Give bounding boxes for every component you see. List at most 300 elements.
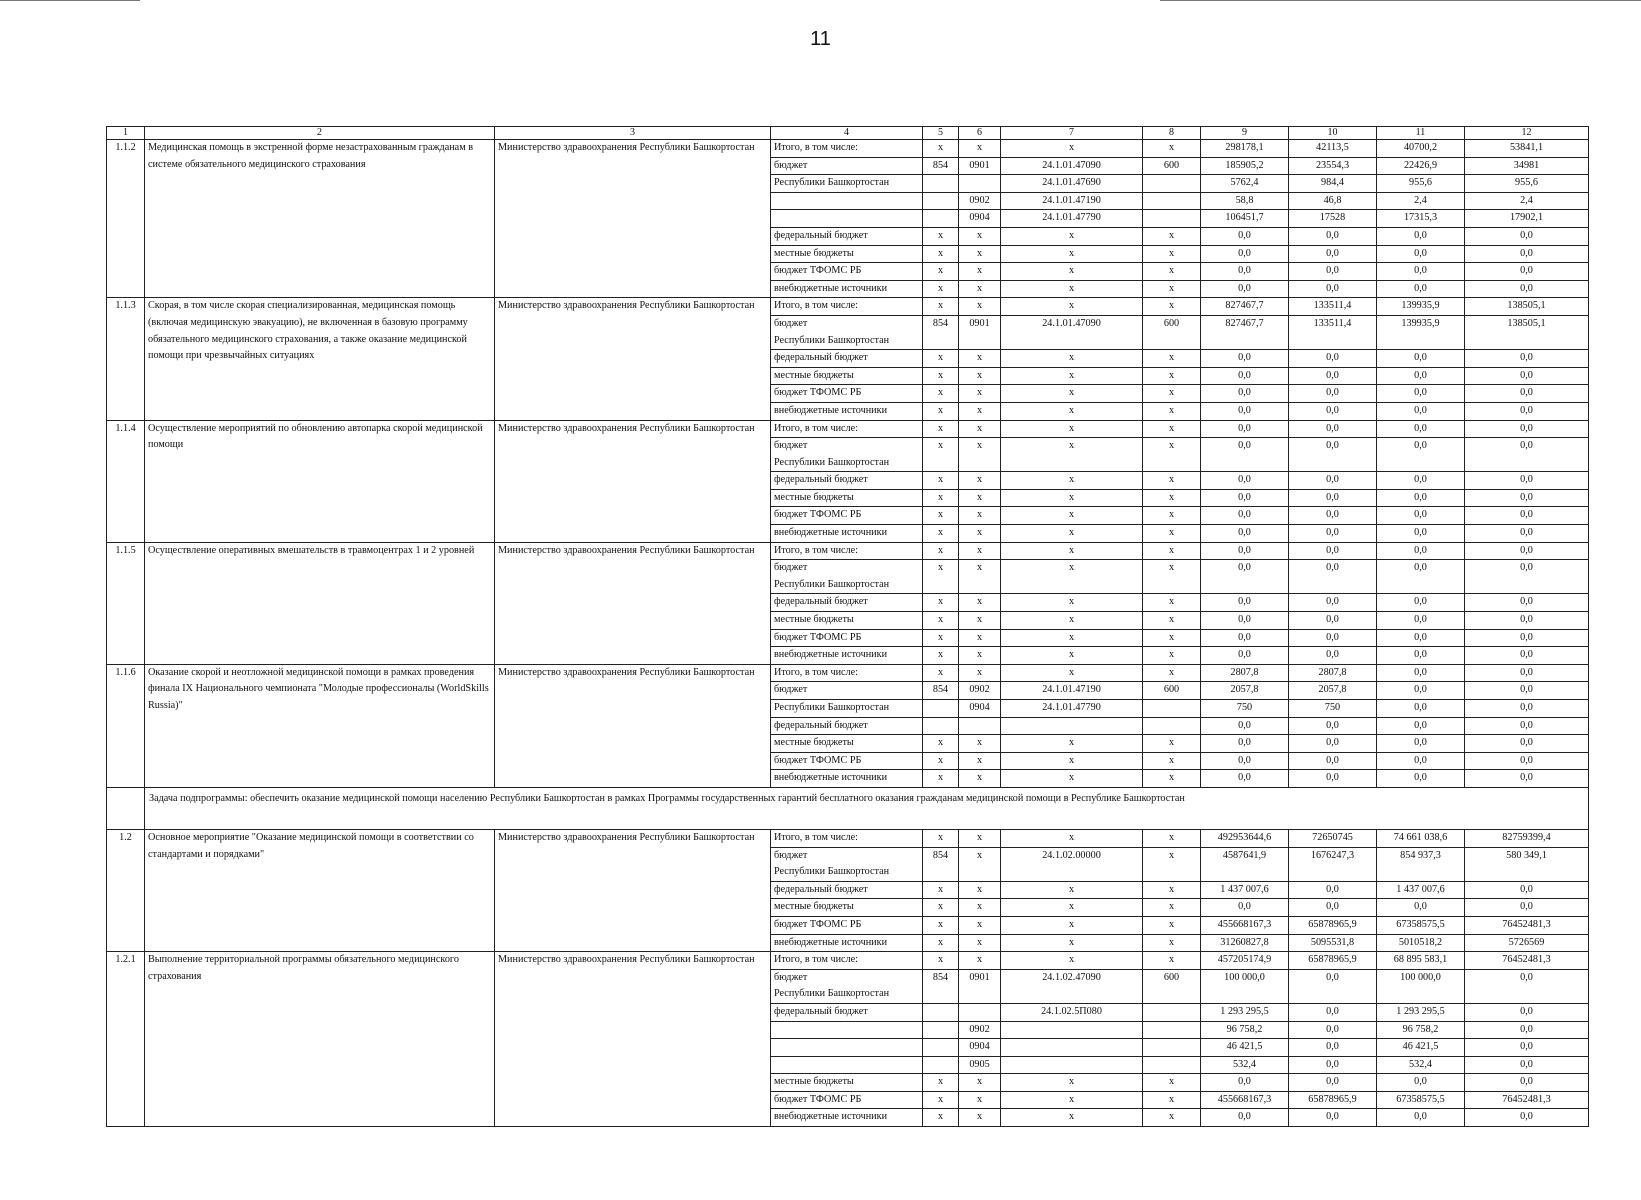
col-11-cell: 0,0: [1377, 594, 1465, 612]
col-10-cell: 65878965,9: [1289, 1091, 1377, 1109]
col-5-cell: х: [923, 560, 959, 594]
col-6-cell: 0905: [959, 1056, 1001, 1074]
col-11-cell: 0,0: [1377, 507, 1465, 525]
col-9-cell: 0,0: [1201, 629, 1289, 647]
col-7-cell: [1001, 1056, 1143, 1074]
col-7-cell: 24.1.02.00000: [1001, 847, 1143, 881]
header-cell-12: 12: [1465, 127, 1589, 140]
col-11-cell: 0,0: [1377, 367, 1465, 385]
col-6-cell: х: [959, 402, 1001, 420]
col-6-cell: х: [959, 752, 1001, 770]
col-11-cell: 68 895 583,1: [1377, 952, 1465, 970]
col-12-cell: 0,0: [1465, 402, 1589, 420]
col-9-cell: 0,0: [1201, 770, 1289, 788]
activity-name-cell: Основное мероприятие "Оказание медицинской помощи в соответствии со стандартами и порядками": [145, 829, 495, 951]
col-7-cell: х: [1001, 829, 1143, 847]
col-6-cell: х: [959, 770, 1001, 788]
col-5-cell: х: [923, 542, 959, 560]
row-number-cell: 1.1.6: [107, 664, 145, 787]
col-4-cell: Республики Башкортостан: [771, 700, 923, 718]
table-row: [107, 298, 1589, 316]
col-4-cell: бюджет ТФОМС РБ: [771, 1091, 923, 1109]
col-9-cell: 0,0: [1201, 489, 1289, 507]
col-8-cell: х: [1143, 402, 1201, 420]
col-12-cell: 53841,1: [1465, 140, 1589, 158]
col-5-cell: х: [923, 367, 959, 385]
col-7-cell: х: [1001, 542, 1143, 560]
col-10-cell: 0,0: [1289, 542, 1377, 560]
col-5-cell: х: [923, 647, 959, 665]
col-9-cell: 0,0: [1201, 367, 1289, 385]
col-5-cell: 854: [923, 157, 959, 175]
col-7-cell: 24.1.02.47090: [1001, 969, 1143, 1003]
col-9-cell: 185905,2: [1201, 157, 1289, 175]
task-row: [107, 787, 1589, 829]
col-9-cell: 0,0: [1201, 507, 1289, 525]
col-12-cell: 580 349,1: [1465, 847, 1589, 881]
col-10-cell: 0,0: [1289, 367, 1377, 385]
col-7-cell: х: [1001, 735, 1143, 753]
col-7-cell: х: [1001, 367, 1143, 385]
col-12-cell: 0,0: [1465, 629, 1589, 647]
col-4-cell: федеральный бюджет: [771, 717, 923, 735]
col-10-cell: 0,0: [1289, 629, 1377, 647]
col-11-cell: 0,0: [1377, 280, 1465, 298]
row-number-cell: 1.1.4: [107, 420, 145, 542]
col-12-cell: 0,0: [1465, 385, 1589, 403]
col-8-cell: х: [1143, 280, 1201, 298]
col-8-cell: х: [1143, 542, 1201, 560]
col-5-cell: х: [923, 594, 959, 612]
col-6-cell: х: [959, 227, 1001, 245]
col-4-cell: внебюджетные источники: [771, 525, 923, 543]
col-5-cell: 854: [923, 847, 959, 881]
col-12-cell: 5726569: [1465, 934, 1589, 952]
col-5-cell: х: [923, 438, 959, 472]
col-9-cell: 0,0: [1201, 612, 1289, 630]
col-7-cell: [1001, 1021, 1143, 1039]
col-10-cell: 0,0: [1289, 899, 1377, 917]
col-6-cell: 0902: [959, 192, 1001, 210]
table-header-row: [107, 127, 1589, 140]
col-9-cell: 750: [1201, 700, 1289, 718]
col-9-cell: 0,0: [1201, 647, 1289, 665]
col-10-cell: 2807,8: [1289, 664, 1377, 682]
col-4-cell: [771, 210, 923, 228]
col-8-cell: [1143, 192, 1201, 210]
col-8-cell: [1143, 700, 1201, 718]
col-4-cell: бюджет ТФОМС РБ: [771, 752, 923, 770]
col-4-cell: местные бюджеты: [771, 489, 923, 507]
col-9-cell: 0,0: [1201, 899, 1289, 917]
col-4-cell: местные бюджеты: [771, 612, 923, 630]
col-9-cell: 455668167,3: [1201, 1091, 1289, 1109]
col-5-cell: х: [923, 280, 959, 298]
col-12-cell: 0,0: [1465, 752, 1589, 770]
col-5-cell: х: [923, 489, 959, 507]
col-7-cell: 24.1.01.47090: [1001, 157, 1143, 175]
col-4-cell: Итого, в том числе:: [771, 952, 923, 970]
col-6-cell: х: [959, 525, 1001, 543]
table-row: [107, 420, 1589, 438]
col-10-cell: 1676247,3: [1289, 847, 1377, 881]
col-5-cell: х: [923, 881, 959, 899]
col-9-cell: 0,0: [1201, 263, 1289, 281]
col-10-cell: 0,0: [1289, 507, 1377, 525]
col-4-cell: Итого, в том числе:: [771, 298, 923, 316]
col-8-cell: х: [1143, 612, 1201, 630]
col-11-cell: 0,0: [1377, 402, 1465, 420]
budget-table: [106, 126, 1589, 1127]
col-11-cell: 0,0: [1377, 1074, 1465, 1092]
col-8-cell: х: [1143, 934, 1201, 952]
col-12-cell: 0,0: [1465, 227, 1589, 245]
col-12-cell: 0,0: [1465, 350, 1589, 368]
col-4-cell: внебюджетные источники: [771, 280, 923, 298]
col-5-cell: х: [923, 385, 959, 403]
budget-table-container: [106, 126, 1588, 1127]
col-11-cell: 532,4: [1377, 1056, 1465, 1074]
col-12-cell: 82759399,4: [1465, 829, 1589, 847]
col-9-cell: 106451,7: [1201, 210, 1289, 228]
col-6-cell: х: [959, 829, 1001, 847]
col-11-cell: 0,0: [1377, 227, 1465, 245]
col-11-cell: 17315,3: [1377, 210, 1465, 228]
col-8-cell: [1143, 175, 1201, 193]
col-12-cell: 0,0: [1465, 735, 1589, 753]
col-6-cell: х: [959, 489, 1001, 507]
col-9-cell: 0,0: [1201, 350, 1289, 368]
col-12-cell: 0,0: [1465, 560, 1589, 594]
col-12-cell: 0,0: [1465, 717, 1589, 735]
col-11-cell: 955,6: [1377, 175, 1465, 193]
col-6-cell: х: [959, 472, 1001, 490]
executor-cell: Министерство здравоохранения Республики Башкортостан: [495, 542, 771, 664]
col-10-cell: 0,0: [1289, 647, 1377, 665]
row-number-cell: 1.1.2: [107, 140, 145, 298]
col-7-cell: х: [1001, 594, 1143, 612]
col-5-cell: х: [923, 245, 959, 263]
col-5-cell: х: [923, 1091, 959, 1109]
col-8-cell: х: [1143, 350, 1201, 368]
col-10-cell: 65878965,9: [1289, 952, 1377, 970]
col-8-cell: 600: [1143, 315, 1201, 349]
col-8-cell: х: [1143, 1091, 1201, 1109]
col-12-cell: 76452481,3: [1465, 1091, 1589, 1109]
col-9-cell: 96 758,2: [1201, 1021, 1289, 1039]
col-4-cell: бюджет ТФОМС РБ: [771, 385, 923, 403]
col-8-cell: [1143, 1003, 1201, 1021]
col-11-cell: 0,0: [1377, 525, 1465, 543]
col-12-cell: 0,0: [1465, 438, 1589, 472]
col-6-cell: х: [959, 916, 1001, 934]
col-4-cell: бюджет: [771, 157, 923, 175]
task-row-number-cell: [107, 787, 145, 829]
col-9-cell: 455668167,3: [1201, 916, 1289, 934]
col-10-cell: 133511,4: [1289, 315, 1377, 349]
col-7-cell: х: [1001, 350, 1143, 368]
col-10-cell: 0,0: [1289, 438, 1377, 472]
col-9-cell: 46 421,5: [1201, 1039, 1289, 1057]
col-5-cell: 854: [923, 315, 959, 349]
subprogram-task-text: Задача подпрограммы: обеспечить оказание медицинской помощи населению Республики Башкортостан в рамках Программы государственных гарантий бесплатного оказания гражданам медицинской помощи в Республике Башкортостан: [145, 787, 1589, 829]
col-4-cell: федеральный бюджет: [771, 594, 923, 612]
col-10-cell: 0,0: [1289, 594, 1377, 612]
col-12-cell: 2,4: [1465, 192, 1589, 210]
col-12-cell: 0,0: [1465, 881, 1589, 899]
col-8-cell: х: [1143, 647, 1201, 665]
col-9-cell: 0,0: [1201, 402, 1289, 420]
col-7-cell: х: [1001, 280, 1143, 298]
col-9-cell: 0,0: [1201, 245, 1289, 263]
col-9-cell: 0,0: [1201, 1109, 1289, 1127]
col-4-cell: [771, 1056, 923, 1074]
col-7-cell: 24.1.01.47790: [1001, 210, 1143, 228]
col-11-cell: 0,0: [1377, 245, 1465, 263]
col-7-cell: х: [1001, 1074, 1143, 1092]
col-8-cell: х: [1143, 735, 1201, 753]
col-7-cell: х: [1001, 899, 1143, 917]
col-10-cell: 0,0: [1289, 420, 1377, 438]
header-cell-7: 7: [1001, 127, 1143, 140]
col-4-cell: внебюджетные источники: [771, 934, 923, 952]
col-8-cell: х: [1143, 594, 1201, 612]
col-6-cell: х: [959, 934, 1001, 952]
col-9-cell: 0,0: [1201, 542, 1289, 560]
col-11-cell: 0,0: [1377, 472, 1465, 490]
col-12-cell: 0,0: [1465, 682, 1589, 700]
col-12-cell: 76452481,3: [1465, 916, 1589, 934]
col-8-cell: х: [1143, 829, 1201, 847]
col-8-cell: [1143, 1039, 1201, 1057]
col-7-cell: х: [1001, 402, 1143, 420]
col-12-cell: 17902,1: [1465, 210, 1589, 228]
col-8-cell: х: [1143, 263, 1201, 281]
col-8-cell: х: [1143, 916, 1201, 934]
executor-cell: Министерство здравоохранения Республики Башкортостан: [495, 952, 771, 1127]
col-10-cell: 46,8: [1289, 192, 1377, 210]
header-cell-4: 4: [771, 127, 923, 140]
col-9-cell: 532,4: [1201, 1056, 1289, 1074]
col-4-cell: бюджет ТФОМС РБ: [771, 629, 923, 647]
table-row: [107, 664, 1589, 682]
col-11-cell: 139935,9: [1377, 298, 1465, 316]
col-8-cell: х: [1143, 438, 1201, 472]
col-9-cell: 0,0: [1201, 438, 1289, 472]
col-10-cell: 0,0: [1289, 402, 1377, 420]
col-7-cell: 24.1.01.47190: [1001, 682, 1143, 700]
col-9-cell: 0,0: [1201, 280, 1289, 298]
col-5-cell: 854: [923, 682, 959, 700]
col-4-cell: [771, 192, 923, 210]
col-7-cell: х: [1001, 227, 1143, 245]
table-row: [107, 952, 1589, 970]
col-4-cell: местные бюджеты: [771, 735, 923, 753]
col-10-cell: 984,4: [1289, 175, 1377, 193]
col-6-cell: [959, 175, 1001, 193]
col-4-cell: федеральный бюджет: [771, 881, 923, 899]
activity-name-cell: Осуществление мероприятий по обновлению автопарка скорой медицинской помощи: [145, 420, 495, 542]
col-4-cell: бюджет Республики Башкортостан: [771, 560, 923, 594]
col-11-cell: 0,0: [1377, 770, 1465, 788]
header-cell-6: 6: [959, 127, 1001, 140]
col-10-cell: 0,0: [1289, 350, 1377, 368]
header-cell-10: 10: [1289, 127, 1377, 140]
col-7-cell: х: [1001, 525, 1143, 543]
col-5-cell: х: [923, 507, 959, 525]
col-7-cell: х: [1001, 140, 1143, 158]
table-row: [107, 140, 1589, 158]
col-11-cell: 0,0: [1377, 438, 1465, 472]
col-8-cell: х: [1143, 881, 1201, 899]
col-6-cell: 0902: [959, 682, 1001, 700]
col-6-cell: 0904: [959, 210, 1001, 228]
col-10-cell: 23554,3: [1289, 157, 1377, 175]
col-12-cell: 0,0: [1465, 367, 1589, 385]
col-12-cell: 0,0: [1465, 1039, 1589, 1057]
executor-cell: Министерство здравоохранения Республики Башкортостан: [495, 664, 771, 787]
header-cell-8: 8: [1143, 127, 1201, 140]
col-9-cell: 0,0: [1201, 717, 1289, 735]
col-4-cell: Итого, в том числе:: [771, 420, 923, 438]
col-7-cell: х: [1001, 507, 1143, 525]
col-9-cell: 457205174,9: [1201, 952, 1289, 970]
col-11-cell: 0,0: [1377, 612, 1465, 630]
page-number: 11: [810, 28, 831, 50]
col-12-cell: 0,0: [1465, 472, 1589, 490]
col-6-cell: х: [959, 1109, 1001, 1127]
col-12-cell: 0,0: [1465, 1074, 1589, 1092]
col-10-cell: 72650745: [1289, 829, 1377, 847]
col-11-cell: 22426,9: [1377, 157, 1465, 175]
col-8-cell: [1143, 1056, 1201, 1074]
col-9-cell: 0,0: [1201, 420, 1289, 438]
col-12-cell: 76452481,3: [1465, 952, 1589, 970]
col-10-cell: 0,0: [1289, 1039, 1377, 1057]
row-number-cell: 1.1.5: [107, 542, 145, 664]
header-cell-3: 3: [495, 127, 771, 140]
col-6-cell: х: [959, 899, 1001, 917]
col-8-cell: х: [1143, 420, 1201, 438]
col-11-cell: 0,0: [1377, 489, 1465, 507]
col-12-cell: 0,0: [1465, 1021, 1589, 1039]
col-5-cell: х: [923, 1109, 959, 1127]
col-10-cell: 0,0: [1289, 770, 1377, 788]
col-10-cell: 0,0: [1289, 969, 1377, 1003]
col-11-cell: 5010518,2: [1377, 934, 1465, 952]
col-5-cell: х: [923, 402, 959, 420]
col-5-cell: [923, 192, 959, 210]
col-7-cell: х: [1001, 952, 1143, 970]
col-8-cell: х: [1143, 227, 1201, 245]
col-12-cell: 0,0: [1465, 507, 1589, 525]
col-5-cell: х: [923, 899, 959, 917]
col-6-cell: х: [959, 735, 1001, 753]
col-5-cell: х: [923, 1074, 959, 1092]
col-5-cell: [923, 175, 959, 193]
col-8-cell: 600: [1143, 157, 1201, 175]
col-12-cell: 0,0: [1465, 420, 1589, 438]
table-row: [107, 542, 1589, 560]
col-6-cell: х: [959, 1091, 1001, 1109]
col-7-cell: [1001, 717, 1143, 735]
col-10-cell: 0,0: [1289, 1056, 1377, 1074]
col-5-cell: х: [923, 916, 959, 934]
col-11-cell: 40700,2: [1377, 140, 1465, 158]
col-5-cell: х: [923, 472, 959, 490]
col-5-cell: х: [923, 952, 959, 970]
col-7-cell: х: [1001, 560, 1143, 594]
col-10-cell: 0,0: [1289, 560, 1377, 594]
col-11-cell: 46 421,5: [1377, 1039, 1465, 1057]
col-5-cell: х: [923, 140, 959, 158]
col-4-cell: местные бюджеты: [771, 245, 923, 263]
col-12-cell: 0,0: [1465, 969, 1589, 1003]
col-4-cell: [771, 1021, 923, 1039]
col-8-cell: [1143, 210, 1201, 228]
col-6-cell: х: [959, 140, 1001, 158]
row-number-cell: 1.2: [107, 829, 145, 951]
col-10-cell: 0,0: [1289, 385, 1377, 403]
col-7-cell: 24.1.01.47790: [1001, 700, 1143, 718]
col-10-cell: 0,0: [1289, 245, 1377, 263]
col-9-cell: 2057,8: [1201, 682, 1289, 700]
col-8-cell: х: [1143, 1074, 1201, 1092]
col-8-cell: х: [1143, 140, 1201, 158]
col-8-cell: х: [1143, 472, 1201, 490]
col-9-cell: 0,0: [1201, 594, 1289, 612]
col-6-cell: х: [959, 612, 1001, 630]
col-12-cell: 0,0: [1465, 647, 1589, 665]
col-7-cell: [1001, 1039, 1143, 1057]
col-9-cell: 0,0: [1201, 752, 1289, 770]
col-10-cell: 0,0: [1289, 717, 1377, 735]
col-12-cell: 0,0: [1465, 664, 1589, 682]
col-9-cell: 100 000,0: [1201, 969, 1289, 1003]
col-8-cell: х: [1143, 385, 1201, 403]
header-cell-11: 11: [1377, 127, 1465, 140]
col-11-cell: 0,0: [1377, 560, 1465, 594]
col-7-cell: х: [1001, 770, 1143, 788]
col-4-cell: [771, 1039, 923, 1057]
col-11-cell: 0,0: [1377, 664, 1465, 682]
col-5-cell: х: [923, 752, 959, 770]
col-9-cell: 0,0: [1201, 735, 1289, 753]
col-10-cell: 0,0: [1289, 1003, 1377, 1021]
col-4-cell: бюджет: [771, 682, 923, 700]
col-6-cell: 0904: [959, 1039, 1001, 1057]
col-7-cell: х: [1001, 629, 1143, 647]
col-4-cell: федеральный бюджет: [771, 1003, 923, 1021]
col-11-cell: 0,0: [1377, 385, 1465, 403]
col-6-cell: х: [959, 367, 1001, 385]
col-6-cell: х: [959, 298, 1001, 316]
col-4-cell: бюджет Республики Башкортостан: [771, 438, 923, 472]
col-10-cell: 0,0: [1289, 881, 1377, 899]
col-7-cell: 24.1.02.5П080: [1001, 1003, 1143, 1021]
col-9-cell: 2807,8: [1201, 664, 1289, 682]
col-5-cell: х: [923, 829, 959, 847]
col-5-cell: [923, 717, 959, 735]
col-8-cell: 600: [1143, 969, 1201, 1003]
col-11-cell: 0,0: [1377, 1109, 1465, 1127]
col-8-cell: х: [1143, 952, 1201, 970]
col-12-cell: 0,0: [1465, 280, 1589, 298]
col-4-cell: Итого, в том числе:: [771, 664, 923, 682]
col-12-cell: 0,0: [1465, 1109, 1589, 1127]
activity-name-cell: Осуществление оперативных вмешательств в травмоцентрах 1 и 2 уровней: [145, 542, 495, 664]
col-5-cell: [923, 700, 959, 718]
